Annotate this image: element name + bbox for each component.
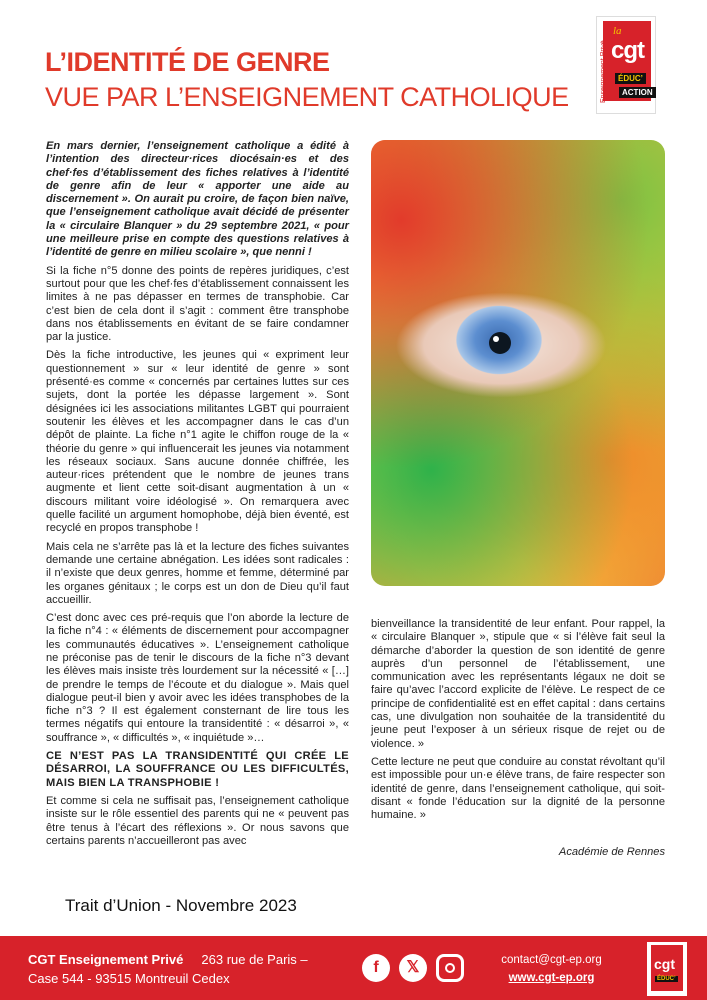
x-icon[interactable]: 𝕏	[399, 954, 427, 982]
logo-side-text: Enseignement Privé	[600, 40, 607, 103]
eye-glint	[493, 336, 499, 342]
logo-la: la	[613, 25, 622, 37]
footer-logo-cgt: cgt	[654, 956, 675, 972]
website-link[interactable]: www.cgt-ep.org	[508, 972, 595, 984]
cgt-logo	[596, 16, 656, 114]
article-paragraph: Cette lecture ne peut que conduire au constat révoltant qu’il est impossible pour un·e élève trans, de faire respecter son identité de genre, dans l’enseignement catholique, qui soit-disant « fonde l’éducation sur la dignité de la personne humaine. »	[371, 755, 665, 822]
footer-contact	[489, 951, 614, 987]
article-paragraph: bienveillance la transidentité de leur enfant. Pour rappel, la « circulaire Blanquer », stipule que « si l’élève fait seul la démarche d’aborder la question de son identité de genre auprès d’un personnel de l’établissement, une communication avec les représentants légaux ne doit se faire qu’avec l’accord explicite de l’élève. Le respect de ce principe de confidentialité est en effet capital : dans certains cas, une divulgation non souhaitée de la transidentité du jeune peut l’exposer à un sérieux risque de rejet ou de violence. »	[371, 618, 665, 750]
article-paragraph: Mais cela ne s’arrête pas là et la lecture des fiches suivantes demande une certaine abnégation. Les idées sont radicales : il n’existe que deux genres, homme et femme, déterminé par les organes génitaux ; le corps est un don de Dieu qu’il faut accueillir.	[46, 540, 349, 606]
footer-address-line1: 263 rue de Paris –	[201, 952, 308, 967]
footer-org-name: CGT Enseignement Privé	[28, 952, 184, 967]
facebook-icon[interactable]: f	[362, 954, 390, 982]
contact-email-link[interactable]: contact@cgt-ep.org	[501, 954, 602, 966]
instagram-icon[interactable]	[436, 954, 464, 982]
title-line2: VUE PAR L’ENSEIGNEMENT CATHOLIQUE	[45, 82, 569, 112]
article-intro: En mars dernier, l’enseignement catholique a édité à l’intention des directeur·rices diocésain·es et des chef·fes d’établissement des fiches relatives à l’identité de genre afin de leur « apporter une aide au discernement ». On aurait pu croire, de façon bien naïve, que l’enseignement catholique avait décidé de présenter la « circulaire Blanquer » du 29 septembre 2021, « pour une meilleure prise en compte des questions relatives à l’identité de genre en milieu scolaire », que nenni !	[46, 140, 349, 259]
article-signature: Académie de Rennes	[558, 846, 665, 859]
article-paragraph: Si la fiche n°5 donne des points de repères juridiques, c’est surtout pour que les chef·fes d’établissement connaissent les limites à ne pas dépasser en termes de transphobie. Car c’est bien de cela dont il s’agit : comment être transphobe dans nos établissements en évitant de se faire condamner par la justice.	[46, 264, 349, 344]
article-paragraph: Dès la fiche introductive, les jeunes qui « expriment leur questionnement » sur « leur identité de genre » sont présenté·es comme « concernés par certaines luttes sur ces sujets, dont la portée les dépasse largement ». Sont désignées ici les associations militantes LGBT qui pourraient soutenir les élèves et les accompagner dans le cas d’un dépôt de plainte. La fiche n°1 agite le chiffon rouge de la « théorie du genre » qui influencerait les jeunes via notamment les réseaux sociaux. Sans aucune donnée chiffrée, les auteur·rices prétendent que le nombre de jeunes trans augmente et lient cette soit-disant augmentation à un « discours militant voire idéologisé ». On remarquera avec quelle facilité un argument homophobe, déjà bien éventé, est recyclé en propos transphobe !	[46, 349, 349, 535]
article-highlight: CE N’EST PAS LA TRANSIDENTITÉ QUI CRÉE LE DÉSARROI, LA SOUFFRANCE OU LES DIFFICULTÉS, MAIS BIEN LA TRANSPHOBIE !	[46, 750, 349, 789]
footer-address-line2: Case 544 - 93515 Montreuil Cedex	[28, 971, 230, 986]
footer-cgt-logo	[647, 942, 687, 996]
footer-address	[28, 950, 308, 988]
article-paragraph: C’est donc avec ces pré-requis que l’on aborde la lecture de la fiche n°4 : « éléments de discernement pour accompagner les communautés éducatives ». L’enseignement catholique ne préconise pas de tenir le discours de la fiche n°3 devant les élèves mais insiste très lourdement sur la nécessité « […] de prendre le temps de l’écoute et du dialogue ». Mais quel dialogue peut-il bien y avoir avec les idées transphobes de la fiche n°3 ? Il est également consternant de lire tous les termes négatifs qui entoure la transidentité : « désarroi », « souffrance », « difficultés », « inquiétude »…	[46, 612, 349, 744]
article-column-left	[46, 140, 349, 853]
footer	[0, 936, 707, 1000]
footer-logo-educ: ÉDUC’	[657, 976, 676, 982]
title-line1: L’IDENTITÉ DE GENRE	[45, 47, 330, 77]
rainbow-eye-photo	[371, 140, 665, 586]
logo-educ: ÉDUC’	[615, 73, 646, 84]
instagram-lens	[445, 963, 455, 973]
article-paragraph: Et comme si cela ne suffisait pas, l’enseignement catholique insiste sur le rôle essentiel des parents qui ne « peuvent pas être tenus à l’écart des réflexions ». Or nous savons que certains parents n’accueilleront pas avec	[46, 794, 349, 847]
logo-action: ACTION	[619, 87, 656, 98]
publication-line: Trait d’Union - Novembre 2023	[65, 896, 297, 915]
logo-cgt: cgt	[611, 37, 644, 64]
eye-pupil	[489, 332, 511, 354]
article-column-right	[371, 618, 665, 865]
